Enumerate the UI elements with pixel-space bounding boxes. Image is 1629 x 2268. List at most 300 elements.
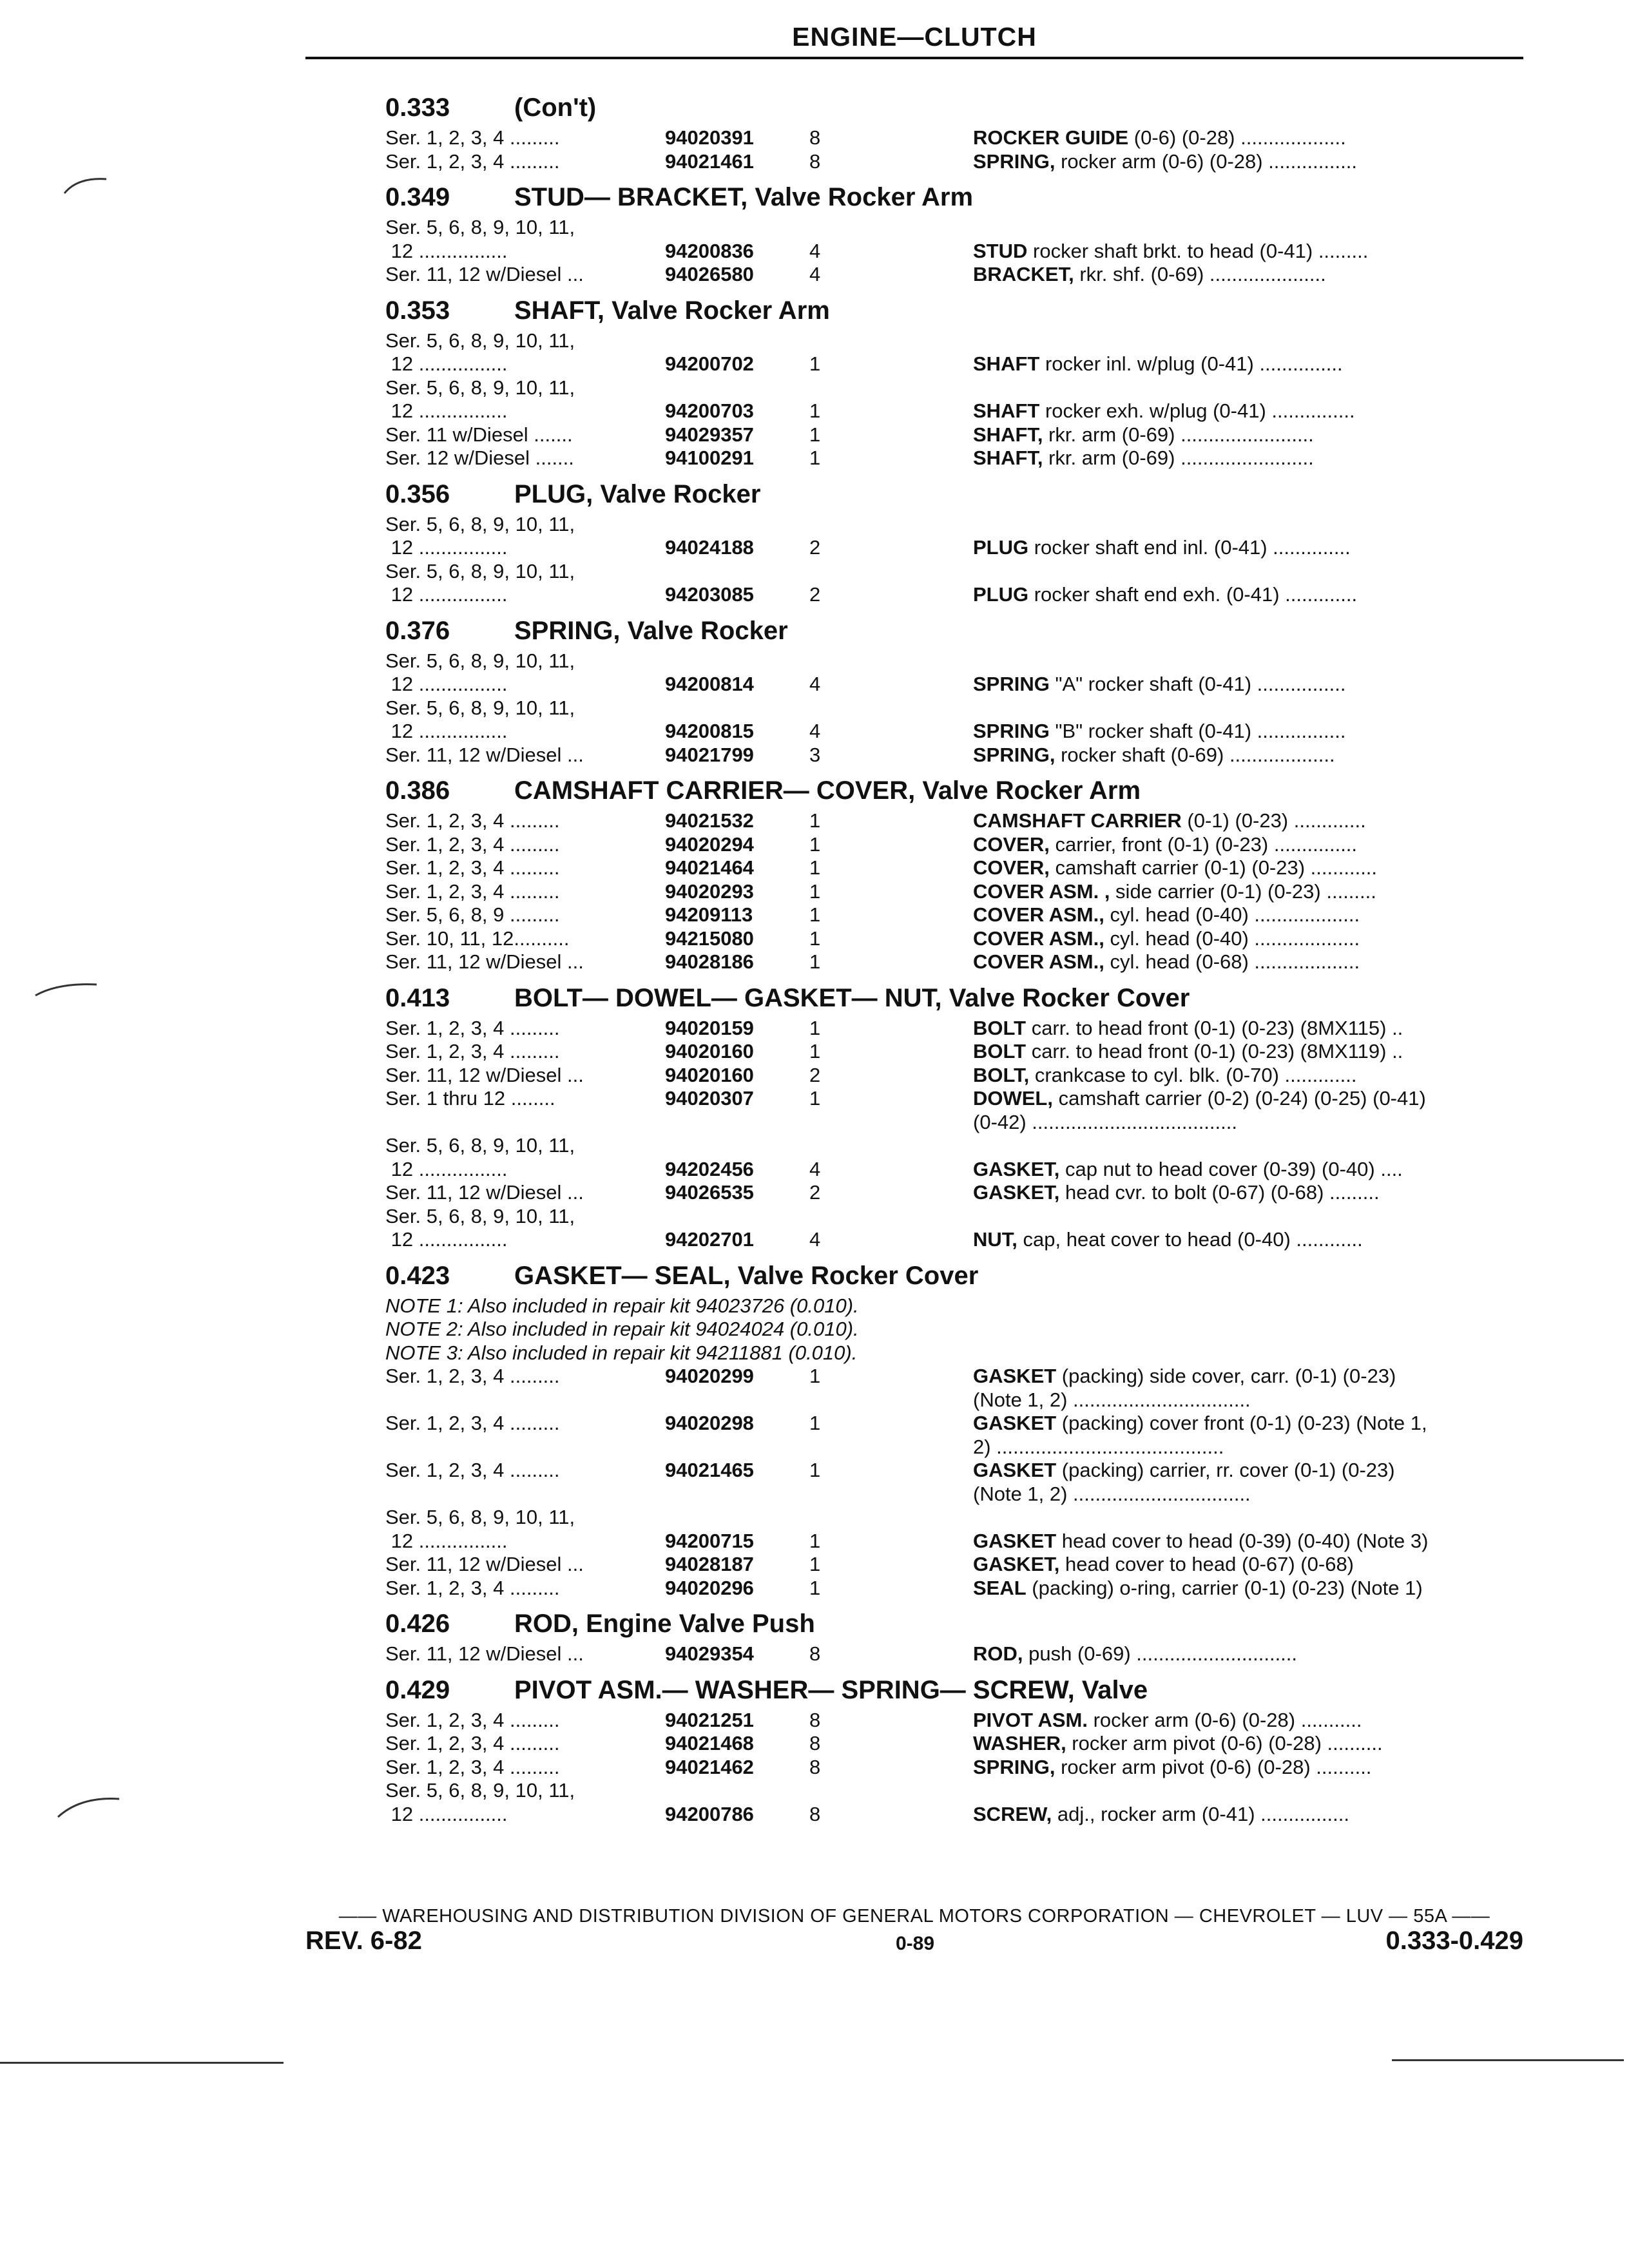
part-detail: carrier, front (0-1) (0-23) ............... xyxy=(1049,832,1358,856)
section-title: SHAFT, Valve Rocker Arm xyxy=(514,296,830,325)
part-name: COVER ASM., xyxy=(973,927,1104,950)
section-number: 0.426 xyxy=(385,1610,450,1638)
section-heading xyxy=(385,772,1532,809)
part-name: SHAFT xyxy=(973,399,1040,422)
section-title: STUD— BRACKET, Valve Rocker Arm xyxy=(514,183,974,211)
section-number: 0.353 xyxy=(385,296,450,325)
part-name: SPRING, xyxy=(973,149,1055,173)
part-number: 94021462 xyxy=(665,1755,754,1778)
part-row xyxy=(385,150,1532,174)
part-quantity: 4 xyxy=(809,263,821,285)
part-quantity: 1 xyxy=(809,927,821,950)
part-series: 12 ................ xyxy=(385,673,508,695)
part-detail: head cover to head (0-39) (0-40) (Note 3) xyxy=(1056,1529,1429,1552)
part-row xyxy=(385,126,1532,150)
part-quantity: 1 xyxy=(809,1365,821,1387)
part-detail: camshaft carrier (0-2) (0-24) (0-25) (0-41) (0-42) ..................................... xyxy=(973,1087,1426,1133)
part-number: 94202456 xyxy=(665,1157,754,1180)
section-title: CAMSHAFT CARRIER— COVER, Valve Rocker Arm xyxy=(514,776,1141,805)
part-number: 94021799 xyxy=(665,743,754,766)
part-quantity: 8 xyxy=(809,149,821,173)
part-series: 12 ................ xyxy=(385,583,508,606)
section-number: 0.423 xyxy=(385,1261,450,1290)
footer-section-range: 0.333-0.429 xyxy=(1385,1927,1523,1955)
part-row xyxy=(385,833,1532,857)
part-description xyxy=(973,447,1532,470)
punch-mark-3 xyxy=(55,1791,126,1830)
part-description xyxy=(973,423,1532,447)
part-detail: adj., rocker arm (0-41) ................ xyxy=(1052,1802,1349,1825)
part-quantity: 8 xyxy=(809,1755,821,1778)
section-title: BOLT— DOWEL— GASKET— NUT, Valve Rocker Cover xyxy=(514,983,1190,1012)
part-name: BRACKET, xyxy=(973,263,1074,285)
part-name: GASKET xyxy=(973,1529,1057,1552)
part-detail: rocker arm (0-6) (0-28) ........... xyxy=(1087,1708,1362,1731)
part-series: Ser. 11 w/Diesel ....... xyxy=(385,423,573,446)
catalog-section xyxy=(385,1257,1532,1600)
part-row xyxy=(385,1642,1532,1666)
part-quantity: 8 xyxy=(809,1732,821,1754)
part-description xyxy=(973,1577,1532,1600)
part-number: 94026535 xyxy=(665,1181,754,1204)
part-detail: rocker shaft (0-69) ................... xyxy=(1055,743,1335,766)
part-series: Ser. 5, 6, 8, 9, 10, 11, xyxy=(385,329,575,352)
part-series: Ser. 5, 6, 8, 9, 10, 11, xyxy=(385,559,575,582)
part-description xyxy=(973,744,1532,767)
part-quantity: 4 xyxy=(809,239,821,262)
part-number: 94020391 xyxy=(665,126,754,149)
part-description xyxy=(973,880,1532,904)
part-row xyxy=(385,1158,1532,1182)
part-series: Ser. 1 thru 12 ........ xyxy=(385,1087,555,1110)
part-row xyxy=(385,1530,1532,1553)
part-row xyxy=(385,950,1532,974)
part-detail: push (0-69) ............................. xyxy=(1023,1642,1298,1665)
part-description xyxy=(973,1553,1532,1577)
part-series: Ser. 5, 6, 8, 9, 10, 11, xyxy=(385,376,575,399)
part-number: 94209113 xyxy=(665,903,753,926)
part-series: Ser. 1, 2, 3, 4 ......... xyxy=(385,1755,560,1778)
part-description xyxy=(973,150,1532,174)
part-series: Ser. 5, 6, 8, 9 ......... xyxy=(385,903,560,926)
part-quantity: 1 xyxy=(809,1459,821,1481)
part-series: Ser. 1, 2, 3, 4 ......... xyxy=(385,1040,560,1062)
part-row xyxy=(385,1577,1532,1600)
part-row xyxy=(385,903,1532,927)
scan-edge-rule-left xyxy=(0,2062,284,2064)
part-quantity: 1 xyxy=(809,832,821,856)
part-row xyxy=(385,1506,1532,1530)
section-number: 0.349 xyxy=(385,183,450,211)
section-heading xyxy=(385,178,1532,216)
part-name: DOWEL, xyxy=(973,1087,1053,1110)
part-series: Ser. 1, 2, 3, 4 ......... xyxy=(385,809,560,832)
part-description xyxy=(973,950,1532,974)
part-detail: rkr. shf. (0-69) ..................... xyxy=(1074,263,1326,285)
part-quantity: 4 xyxy=(809,1228,821,1251)
part-row xyxy=(385,1181,1532,1205)
part-quantity: 1 xyxy=(809,399,821,422)
part-detail: (packing) side cover, carr. (0-1) (0-23) (Note 1, 2) ................................ xyxy=(973,1365,1396,1411)
part-quantity: 8 xyxy=(809,1708,821,1731)
part-number: 94020160 xyxy=(665,1040,754,1062)
catalog-section xyxy=(385,772,1532,974)
part-series: Ser. 1, 2, 3, 4 ......... xyxy=(385,856,560,879)
part-description xyxy=(973,1756,1532,1780)
part-series: Ser. 1, 2, 3, 4 ......... xyxy=(385,1576,560,1599)
part-row xyxy=(385,1017,1532,1041)
part-number: 94200815 xyxy=(665,720,754,742)
part-row xyxy=(385,352,1532,376)
part-number: 94020298 xyxy=(665,1412,754,1434)
part-row xyxy=(385,1709,1532,1733)
part-description xyxy=(973,903,1532,927)
part-series: 12 ................ xyxy=(385,399,508,422)
part-description xyxy=(973,352,1532,376)
catalog-section xyxy=(385,178,1532,287)
part-row xyxy=(385,720,1532,744)
part-quantity: 3 xyxy=(809,743,821,766)
part-detail: rocker inl. w/plug (0-41) ............... xyxy=(1039,352,1343,375)
part-row xyxy=(385,329,1532,353)
part-detail: carr. to head front (0-1) (0-23) (8MX119) .. xyxy=(1026,1040,1403,1062)
part-row xyxy=(385,560,1532,584)
part-detail: cyl. head (0-68) ................... xyxy=(1104,950,1360,973)
part-description xyxy=(973,1017,1532,1041)
part-name: NUT, xyxy=(973,1228,1017,1251)
part-quantity: 1 xyxy=(809,950,821,973)
part-detail: rocker arm (0-6) (0-28) ................ xyxy=(1055,149,1357,173)
header-rule xyxy=(305,57,1523,59)
part-series: Ser. 5, 6, 8, 9, 10, 11, xyxy=(385,1134,575,1157)
part-row xyxy=(385,927,1532,951)
part-description xyxy=(973,399,1532,423)
section-title: (Con't) xyxy=(514,93,597,122)
part-name: SPRING, xyxy=(973,1755,1055,1778)
part-detail: rocker arm pivot (0-6) (0-28) .......... xyxy=(1066,1732,1383,1754)
part-description xyxy=(973,1064,1532,1088)
catalog-section xyxy=(385,476,1532,607)
part-name: COVER, xyxy=(973,856,1050,879)
part-number: 94020299 xyxy=(665,1365,754,1387)
part-detail: rocker shaft end exh. (0-41) ............. xyxy=(1028,583,1358,606)
part-name: SHAFT, xyxy=(973,423,1043,446)
part-series: Ser. 11, 12 w/Diesel ... xyxy=(385,263,584,285)
part-number: 94200836 xyxy=(665,239,754,262)
part-detail: rocker shaft brkt. to head (0-41) ......... xyxy=(1027,239,1369,262)
part-series: Ser. 1, 2, 3, 4 ......... xyxy=(385,1412,560,1434)
punch-mark-2 xyxy=(32,979,103,1005)
catalog-section xyxy=(385,612,1532,767)
part-row xyxy=(385,809,1532,833)
part-description xyxy=(973,240,1532,264)
part-detail: (0-1) (0-23) ............. xyxy=(1181,809,1366,832)
part-row xyxy=(385,263,1532,287)
section-heading xyxy=(385,1257,1532,1294)
part-quantity: 8 xyxy=(809,1802,821,1825)
section-number: 0.413 xyxy=(385,983,450,1012)
page-header-title: ENGINE—CLUTCH xyxy=(792,22,1037,52)
part-quantity: 1 xyxy=(809,447,821,469)
part-name: COVER ASM., xyxy=(973,903,1104,926)
footer-page-number: 0-89 xyxy=(895,1933,935,1954)
part-quantity: 1 xyxy=(809,1040,821,1062)
part-quantity: 1 xyxy=(809,352,821,375)
part-series: 12 ................ xyxy=(385,1802,508,1825)
part-number: 94026580 xyxy=(665,263,754,285)
section-title: ROD, Engine Valve Push xyxy=(514,1610,815,1638)
part-row xyxy=(385,1087,1532,1134)
part-name: PIVOT ASM. xyxy=(973,1708,1088,1731)
part-name: SHAFT, xyxy=(973,447,1043,469)
part-row xyxy=(385,1459,1532,1506)
part-series: Ser. 1, 2, 3, 4 ......... xyxy=(385,149,560,173)
part-name: BOLT xyxy=(973,1016,1027,1039)
part-row xyxy=(385,1779,1532,1803)
part-name: SPRING xyxy=(973,673,1050,695)
parts-catalog-body xyxy=(385,84,1532,1826)
part-name: ROCKER GUIDE xyxy=(973,126,1129,149)
part-description xyxy=(973,126,1532,150)
part-quantity: 8 xyxy=(809,1642,821,1665)
part-detail: (packing) cover front (0-1) (0-23) (Note 1, 2) ......................................... xyxy=(973,1412,1427,1458)
part-series: Ser. 1, 2, 3, 4 ......... xyxy=(385,1365,560,1387)
part-name: SHAFT xyxy=(973,352,1040,375)
part-description xyxy=(973,1459,1532,1506)
section-note: NOTE 2: Also included in repair kit 94024024 (0.010). xyxy=(385,1318,859,1340)
part-name: BOLT, xyxy=(973,1063,1030,1086)
part-name: SEAL xyxy=(973,1576,1027,1599)
part-name: SPRING, xyxy=(973,743,1055,766)
part-row xyxy=(385,423,1532,447)
part-quantity: 1 xyxy=(809,1412,821,1434)
part-detail: carr. to head front (0-1) (0-23) (8MX115) .. xyxy=(1026,1016,1403,1039)
part-name: PLUG xyxy=(973,536,1029,559)
part-series: Ser. 5, 6, 8, 9, 10, 11, xyxy=(385,512,575,535)
part-row xyxy=(385,513,1532,537)
part-series: 12 ................ xyxy=(385,536,508,559)
part-description xyxy=(973,263,1532,287)
part-series: Ser. 11, 12 w/Diesel ... xyxy=(385,1553,584,1575)
part-description xyxy=(973,1642,1532,1666)
part-row xyxy=(385,856,1532,880)
part-name: GASKET, xyxy=(973,1181,1060,1204)
section-title: PLUG, Valve Rocker xyxy=(514,479,761,508)
part-description xyxy=(973,1181,1532,1205)
part-detail: "A" rocker shaft (0-41) ................ xyxy=(1049,673,1346,695)
part-row xyxy=(385,216,1532,240)
footer-publisher-line: —— WAREHOUSING AND DISTRIBUTION DIVISION OF GENERAL MOTORS CORPORATION — CHEVROLET — LUV — 55A —— xyxy=(338,1906,1490,1927)
part-series: Ser. 5, 6, 8, 9, 10, 11, xyxy=(385,649,575,672)
part-quantity: 1 xyxy=(809,1529,821,1552)
part-series: Ser. 5, 6, 8, 9, 10, 11, xyxy=(385,696,575,719)
part-number: 94202701 xyxy=(665,1228,754,1251)
part-description xyxy=(973,833,1532,857)
part-number: 94029354 xyxy=(665,1642,754,1665)
part-detail: crankcase to cyl. blk. (0-70) ............. xyxy=(1029,1063,1357,1086)
catalog-section xyxy=(385,979,1532,1252)
section-heading xyxy=(385,612,1532,649)
catalog-section xyxy=(385,1671,1532,1827)
part-row xyxy=(385,1412,1532,1459)
part-detail: head cvr. to bolt (0-67) (0-68) ......... xyxy=(1059,1181,1380,1204)
part-quantity: 8 xyxy=(809,126,821,149)
section-title: SPRING, Valve Rocker xyxy=(514,616,788,645)
section-number: 0.333 xyxy=(385,93,450,122)
part-row xyxy=(385,649,1532,673)
section-note: NOTE 3: Also included in repair kit 94211881 (0.010). xyxy=(385,1341,858,1364)
part-row xyxy=(385,1134,1532,1158)
part-name: STUD xyxy=(973,239,1028,262)
section-number: 0.356 xyxy=(385,479,450,508)
part-quantity: 1 xyxy=(809,879,821,903)
part-description xyxy=(973,1365,1532,1412)
part-quantity: 1 xyxy=(809,903,821,926)
part-number: 94100291 xyxy=(665,447,754,469)
part-name: GASKET xyxy=(973,1459,1057,1481)
part-detail: cyl. head (0-40) ................... xyxy=(1104,903,1360,926)
part-name: WASHER, xyxy=(973,1732,1066,1754)
part-detail: rocker arm pivot (0-6) (0-28) .......... xyxy=(1055,1755,1372,1778)
section-heading xyxy=(385,1605,1532,1642)
part-detail: rkr. arm (0-69) ........................ xyxy=(1043,447,1314,469)
part-row xyxy=(385,1365,1532,1412)
part-row xyxy=(385,1205,1532,1229)
part-number: 94024188 xyxy=(665,536,754,559)
part-row xyxy=(385,1228,1532,1252)
part-description xyxy=(973,1087,1532,1134)
part-number: 94200715 xyxy=(665,1529,754,1552)
part-series: Ser. 5, 6, 8, 9, 10, 11, xyxy=(385,1779,575,1802)
part-quantity: 1 xyxy=(809,1016,821,1039)
part-name: ROD, xyxy=(973,1642,1023,1665)
part-number: 94203085 xyxy=(665,583,754,606)
part-row xyxy=(385,1803,1532,1827)
part-series: Ser. 11, 12 w/Diesel ... xyxy=(385,1063,584,1086)
part-number: 94200703 xyxy=(665,399,754,422)
part-series: 12 ................ xyxy=(385,352,508,375)
catalog-section xyxy=(385,89,1532,173)
part-series: 12 ................ xyxy=(385,1529,508,1552)
footer-revision: REV. 6-82 xyxy=(305,1927,422,1955)
part-name: GASKET, xyxy=(973,1157,1060,1180)
part-number: 94200814 xyxy=(665,673,754,695)
section-number: 0.429 xyxy=(385,1675,450,1704)
part-row xyxy=(385,583,1532,607)
part-detail: rocker exh. w/plug (0-41) ............... xyxy=(1039,399,1355,422)
part-description xyxy=(973,673,1532,697)
part-row xyxy=(385,240,1532,264)
part-quantity: 2 xyxy=(809,583,821,606)
part-quantity: 4 xyxy=(809,1157,821,1180)
part-number: 94021532 xyxy=(665,809,754,832)
part-row xyxy=(385,447,1532,470)
part-row xyxy=(385,536,1532,560)
part-number: 94020296 xyxy=(665,1576,754,1599)
part-description xyxy=(973,927,1532,951)
part-series: Ser. 11, 12 w/Diesel ... xyxy=(385,743,584,766)
section-heading xyxy=(385,1671,1532,1709)
part-detail: rocker shaft end inl. (0-41) .............. xyxy=(1028,536,1351,559)
part-series: 12 ................ xyxy=(385,239,508,262)
part-series: Ser. 12 w/Diesel ....... xyxy=(385,447,574,469)
part-detail: cap, heat cover to head (0-40) ............ xyxy=(1017,1228,1363,1251)
part-series: Ser. 11, 12 w/Diesel ... xyxy=(385,950,584,973)
part-row xyxy=(385,697,1532,720)
part-name: GASKET, xyxy=(973,1553,1060,1575)
part-quantity: 1 xyxy=(809,809,821,832)
part-number: 94200702 xyxy=(665,352,754,375)
part-series: Ser. 1, 2, 3, 4 ......... xyxy=(385,126,560,149)
part-quantity: 4 xyxy=(809,720,821,742)
part-number: 94028186 xyxy=(665,950,754,973)
part-name: PLUG xyxy=(973,583,1029,606)
part-series: 12 ................ xyxy=(385,1157,508,1180)
part-row xyxy=(385,1064,1532,1088)
part-detail: rkr. arm (0-69) ........................ xyxy=(1043,423,1314,446)
section-heading xyxy=(385,89,1532,126)
part-description xyxy=(973,809,1532,833)
part-quantity: 4 xyxy=(809,673,821,695)
part-description xyxy=(973,1530,1532,1553)
part-row xyxy=(385,1732,1532,1756)
part-number: 94200786 xyxy=(665,1802,754,1825)
part-name: SPRING xyxy=(973,720,1050,742)
part-description xyxy=(973,1040,1532,1064)
section-title: GASKET— SEAL, Valve Rocker Cover xyxy=(514,1261,979,1290)
part-row xyxy=(385,1553,1532,1577)
part-name: COVER ASM., xyxy=(973,950,1104,973)
catalog-section xyxy=(385,292,1532,470)
part-series: Ser. 11, 12 w/Diesel ... xyxy=(385,1181,584,1204)
part-series: Ser. 1, 2, 3, 4 ......... xyxy=(385,1016,560,1039)
part-series: Ser. 10, 11, 12.......... xyxy=(385,927,570,950)
part-description xyxy=(973,1412,1532,1459)
section-heading xyxy=(385,476,1532,513)
part-detail: camshaft carrier (0-1) (0-23) ............ xyxy=(1049,856,1378,879)
part-series: 12 ................ xyxy=(385,1228,508,1251)
part-number: 94020159 xyxy=(665,1016,754,1039)
part-detail: (0-6) (0-28) ................... xyxy=(1128,126,1346,149)
part-quantity: 1 xyxy=(809,1087,821,1110)
part-row xyxy=(385,399,1532,423)
part-description xyxy=(973,1709,1532,1733)
part-description xyxy=(973,583,1532,607)
scan-edge-rule-right xyxy=(1392,2059,1624,2061)
part-quantity: 2 xyxy=(809,1181,821,1204)
section-heading xyxy=(385,292,1532,329)
part-series: Ser. 11, 12 w/Diesel ... xyxy=(385,1642,584,1665)
part-description xyxy=(973,1803,1532,1827)
part-name: SCREW, xyxy=(973,1802,1052,1825)
part-description xyxy=(973,536,1532,560)
part-name: BOLT xyxy=(973,1040,1027,1062)
part-number: 94021465 xyxy=(665,1459,754,1481)
part-name: GASKET xyxy=(973,1365,1057,1387)
catalog-section xyxy=(385,1605,1532,1666)
part-detail: cap nut to head cover (0-39) (0-40) .... xyxy=(1059,1157,1403,1180)
part-row xyxy=(385,744,1532,767)
part-series: Ser. 1, 2, 3, 4 ......... xyxy=(385,1459,560,1481)
part-row xyxy=(385,376,1532,400)
part-name: CAMSHAFT CARRIER xyxy=(973,809,1182,832)
part-detail: (packing) carrier, rr. cover (0-1) (0-23) (Note 1, 2) ................................ xyxy=(973,1459,1395,1505)
part-series: Ser. 1, 2, 3, 4 ......... xyxy=(385,832,560,856)
part-series: Ser. 1, 2, 3, 4 ......... xyxy=(385,1732,560,1754)
part-name: COVER ASM. , xyxy=(973,879,1110,903)
part-series: Ser. 5, 6, 8, 9, 10, 11, xyxy=(385,1506,575,1528)
part-description xyxy=(973,856,1532,880)
